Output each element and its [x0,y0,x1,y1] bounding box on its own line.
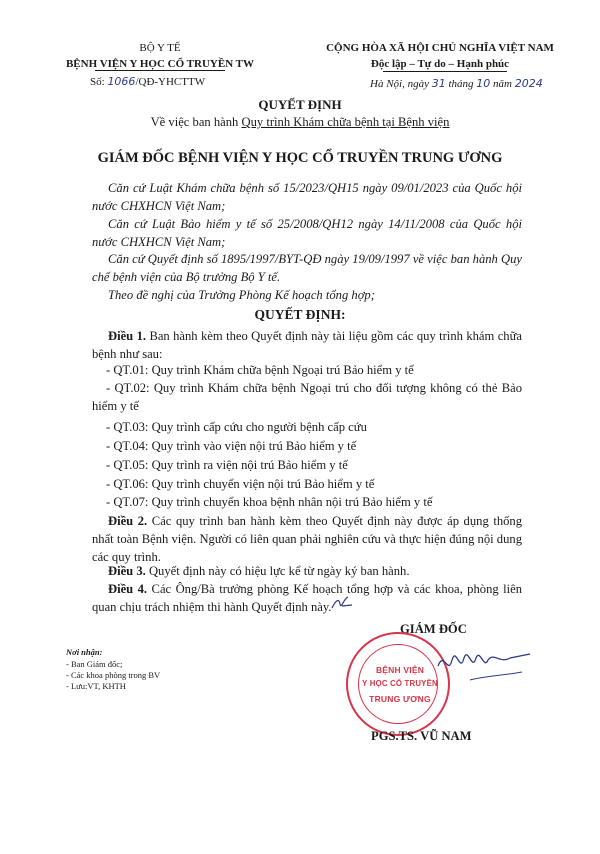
motto: Độc lập – Tự do – Hạnh phúc [370,58,510,70]
date-year: 2024 [514,77,543,90]
decision-heading: QUYẾT ĐỊNH: [254,307,346,322]
issuing-authority: GIÁM ĐỐC BỆNH VIỆN Y HỌC CỔ TRUYỀN TRUNG ƯƠNG [97,150,503,166]
article-2-label: Điều 2. [108,514,148,528]
article-1-label: Điều 1. [108,329,147,343]
hospital-name: BỆNH VIỆN Y HỌC CỔ TRUYỀN TW [65,58,255,70]
recipient-item: - Lưu:VT, KHTH [66,681,126,691]
stamp-line: TRUNG ƯƠNG [369,694,431,704]
header-right-underline [383,71,507,72]
article-2-text: Các quy trình ban hành kèm theo Quyết định này được áp dụng thống nhất toàn Bệnh viện. Người có liên quan phải nghiên cứu và thực hiện đúng nội dung các quy trình. [92,514,523,564]
recipient-item: - Các khoa phòng trong BV [66,670,161,680]
doc-no-suffix: /QĐ-YHCTTW [135,76,206,88]
date-year-label: năm [493,78,512,90]
article-3-label: Điều 3. [108,564,146,578]
procedure-item: - QT.01: Quy trình Khám chữa bệnh Ngoại trú Bảo hiểm y tế [106,363,414,377]
issue-date [370,77,543,90]
procedure-item: - QT.06: Quy trình chuyển viện nội trú Bảo hiểm y tế [106,477,375,491]
procedure-item: - QT.04: Quy trình vào viện nội trú Bảo hiểm y tế [106,439,357,453]
basis-1: Căn cứ Luật Khám chữa bệnh số 15/2023/QH15 ngày 09/01/2023 của Quốc hội nước CHXHCN Việt Nam; [92,181,522,213]
doc-no-handwritten: 1066 [107,75,136,88]
signer-role: GIÁM ĐỐC [400,622,467,636]
article-4-text: Các Ông/Bà trưởng phòng Kế hoạch tổng hợp và các khoa, phòng liên quan chịu trách nhiệm thi hành Quyết định này. [92,582,522,614]
article-4 [92,580,522,616]
country-name: CỘNG HÒA XÃ HỘI CHỦ NGHĨA VIỆT NAM [326,42,554,54]
initial-mark [330,594,354,614]
date-prefix: Hà Nội, ngày [370,78,429,90]
date-day: 31 [431,77,446,90]
procedure-item: - QT.02: Quy trình Khám chữa bệnh Ngoại trú cho đối tượng không có thẻ Bảo hiểm y tế [92,381,522,413]
subject-underlined: Quy trình Khám chữa bệnh tại Bệnh viện [241,115,450,129]
article-3 [92,562,522,580]
procedure-item: - QT.07: Quy trình chuyển khoa bệnh nhân nội trú Bảo hiểm y tế [106,495,433,509]
basis-4: Theo đề nghị của Trưởng Phòng Kế hoạch tổng hợp; [108,288,375,302]
stamp-line: Y HỌC CỔ TRUYỀN [362,679,438,688]
doc-no-prefix: Số: [90,76,105,88]
handwritten-signature [430,636,540,696]
article-4-label: Điều 4. [108,582,148,596]
subject-lead: Về việc ban hành [150,115,239,129]
decision-title: QUYẾT ĐỊNH [258,97,342,112]
date-month: 10 [476,77,491,90]
stamp-line: BỆNH VIỆN [375,665,425,675]
article-2 [92,512,522,566]
recipient-item: - Ban Giám đốc; [66,659,123,669]
document-number [90,75,205,88]
article-3-text: Quyết định này có hiệu lực kể từ ngày ký ban hành. [148,564,410,578]
basis-2: Căn cứ Luật Bảo hiểm y tế số 25/2008/QH12 ngày 14/11/2008 của Quốc hội nước CHXHCN Việt Nam; [92,217,522,249]
date-month-label: tháng [448,78,474,90]
decision-subject [0,115,600,130]
procedure-item: - QT.05: Quy trình ra viện nội trú Bảo hiểm y tế [106,458,348,472]
basis-3: Căn cứ Quyết định số 1895/1997/BYT-QĐ ngày 19/09/1997 về việc ban hành Quy chế bệnh viện của Bộ trưởng Bộ Y tế. [92,252,522,284]
article-1-text: Ban hành kèm theo Quyết định này tài liệu gồm các quy trình khám chữa bệnh như sau: [92,329,523,361]
header-left-underline [95,70,225,71]
signer-name: PGS.TS. VŨ NAM [371,729,472,743]
ministry-name: BỘ Y TẾ [139,42,181,54]
article-1 [92,327,522,363]
procedure-item: - QT.03: Quy trình cấp cứu cho người bệnh cấp cứu [106,420,367,434]
recipients-title: Nơi nhận: [66,647,103,657]
